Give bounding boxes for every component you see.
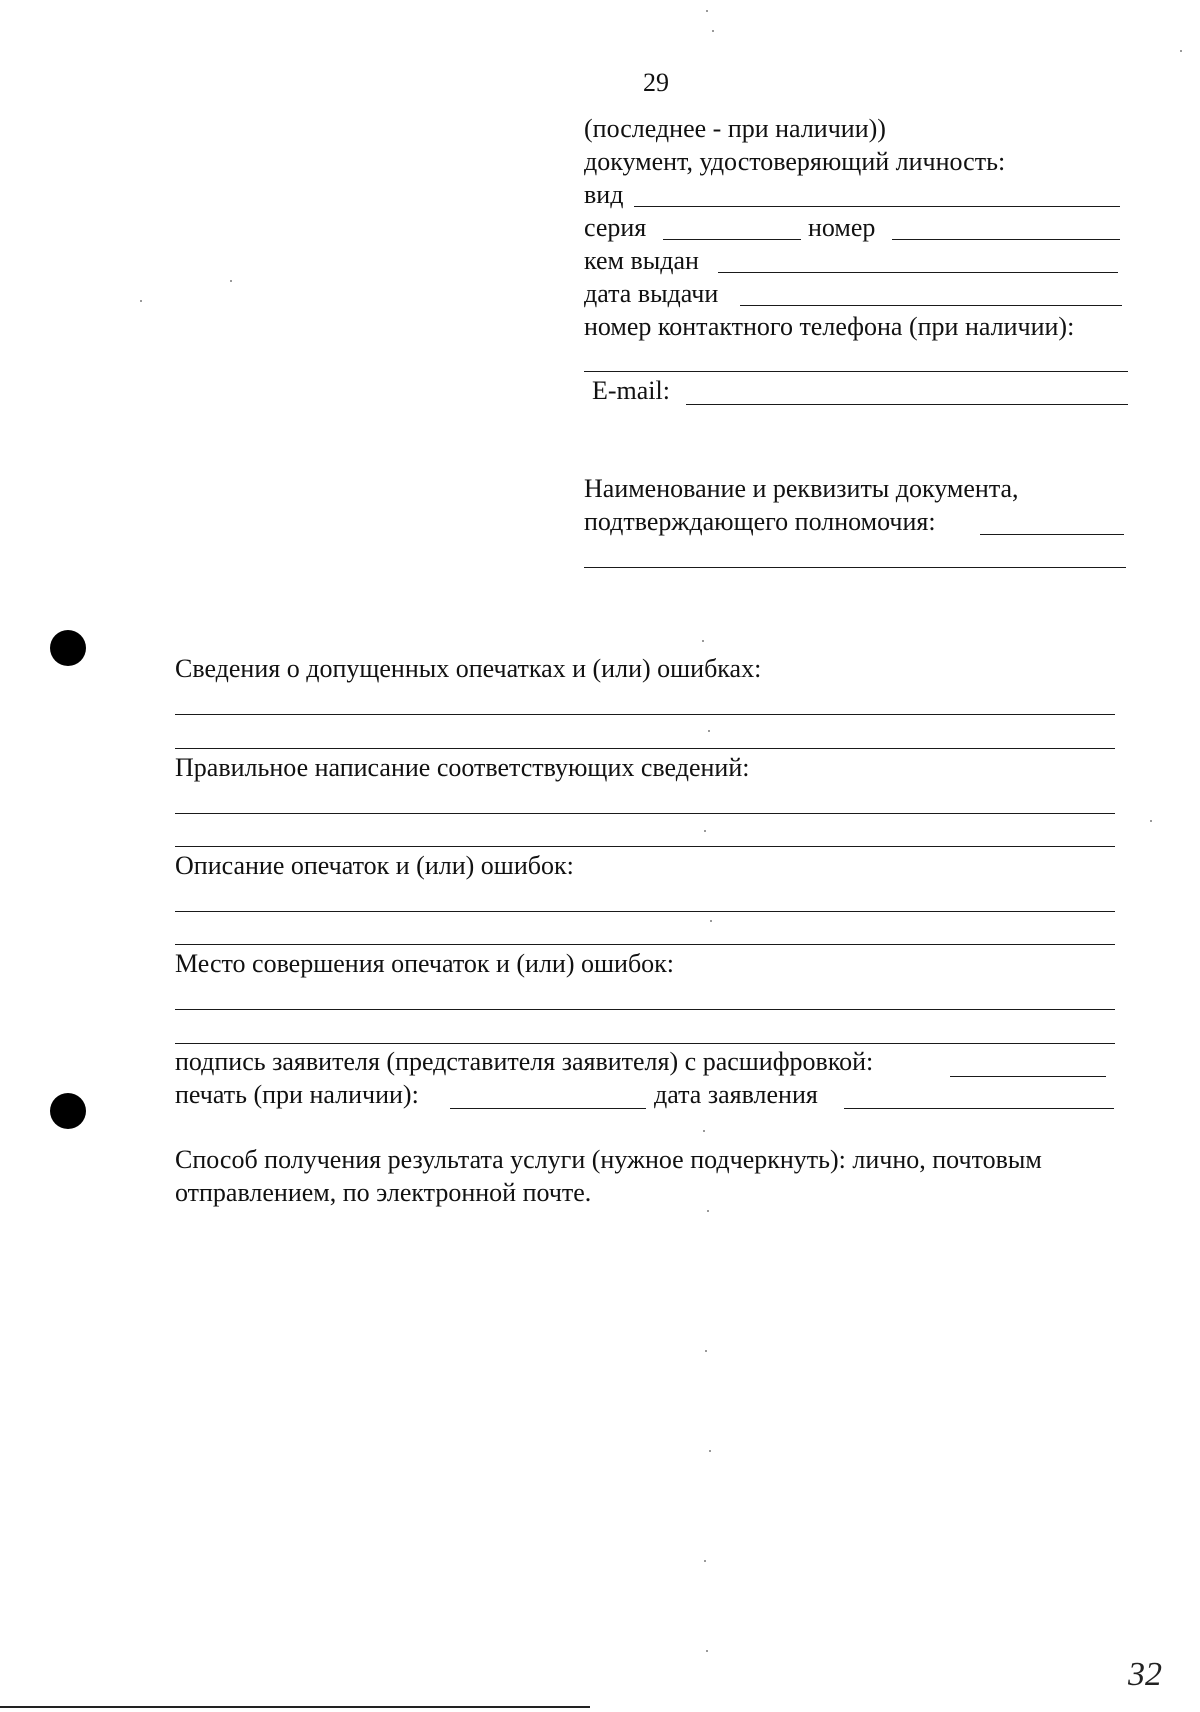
typos-line-2	[175, 748, 1115, 749]
result-method-line2: отправлением, по электронной почте.	[175, 1178, 592, 1207]
type-label: вид	[584, 180, 624, 209]
correct-spelling-label: Правильное написание соответствующих сведений:	[175, 753, 750, 782]
typos-line-1	[175, 714, 1115, 715]
issued-by-field-line	[718, 272, 1118, 273]
authority-doc-line2: подтверждающего полномочия:	[584, 507, 936, 536]
series-label: серия	[584, 213, 647, 242]
email-field-line	[686, 404, 1128, 405]
issued-by-label: кем выдан	[584, 246, 699, 275]
issue-date-field-line	[740, 305, 1122, 306]
location-line-2	[175, 1043, 1115, 1044]
last-name-note: (последнее - при наличии))	[584, 114, 886, 143]
authority-doc-line1: Наименование и реквизиты документа,	[584, 474, 1019, 503]
stamp-field-line	[450, 1108, 646, 1109]
location-line-1	[175, 1009, 1115, 1010]
email-label: E-mail:	[592, 376, 670, 405]
correct-spelling-line-2	[175, 846, 1115, 847]
description-line-2	[175, 944, 1115, 945]
description-line-1	[175, 911, 1115, 912]
issue-date-label: дата выдачи	[584, 279, 719, 308]
binder-hole-bottom	[50, 1093, 86, 1129]
description-label: Описание опечаток и (или) ошибок:	[175, 851, 574, 880]
series-field-line	[663, 239, 801, 240]
authority-field-line-1	[980, 534, 1124, 535]
authority-field-line-2	[584, 567, 1126, 568]
signature-label: подпись заявителя (представителя заявителя) с расшифровкой:	[175, 1047, 874, 1076]
application-date-label: дата заявления	[654, 1080, 818, 1109]
result-method-line1: Способ получения результата услуги (нужное подчеркнуть): лично, почтовым	[175, 1145, 1042, 1174]
application-date-field-line	[844, 1108, 1114, 1109]
phone-field-line	[584, 371, 1128, 372]
id-document-label: документ, удостоверяющий личность:	[584, 147, 1006, 176]
correct-spelling-line-1	[175, 813, 1115, 814]
stamp-label: печать (при наличии):	[175, 1080, 419, 1109]
typos-label: Сведения о допущенных опечатках и (или) ошибках:	[175, 654, 762, 683]
location-label: Место совершения опечаток и (или) ошибок:	[175, 949, 675, 978]
signature-field-line	[950, 1076, 1106, 1077]
handwritten-sheet-number: 32	[1128, 1656, 1162, 1693]
phone-label: номер контактного телефона (при наличии):	[584, 312, 1075, 341]
page-number: 29	[643, 68, 669, 97]
scan-bottom-edge	[0, 1706, 590, 1708]
binder-hole-top	[50, 630, 86, 666]
number-field-line	[892, 239, 1120, 240]
number-label: номер	[808, 213, 876, 242]
type-field-line	[634, 206, 1120, 207]
